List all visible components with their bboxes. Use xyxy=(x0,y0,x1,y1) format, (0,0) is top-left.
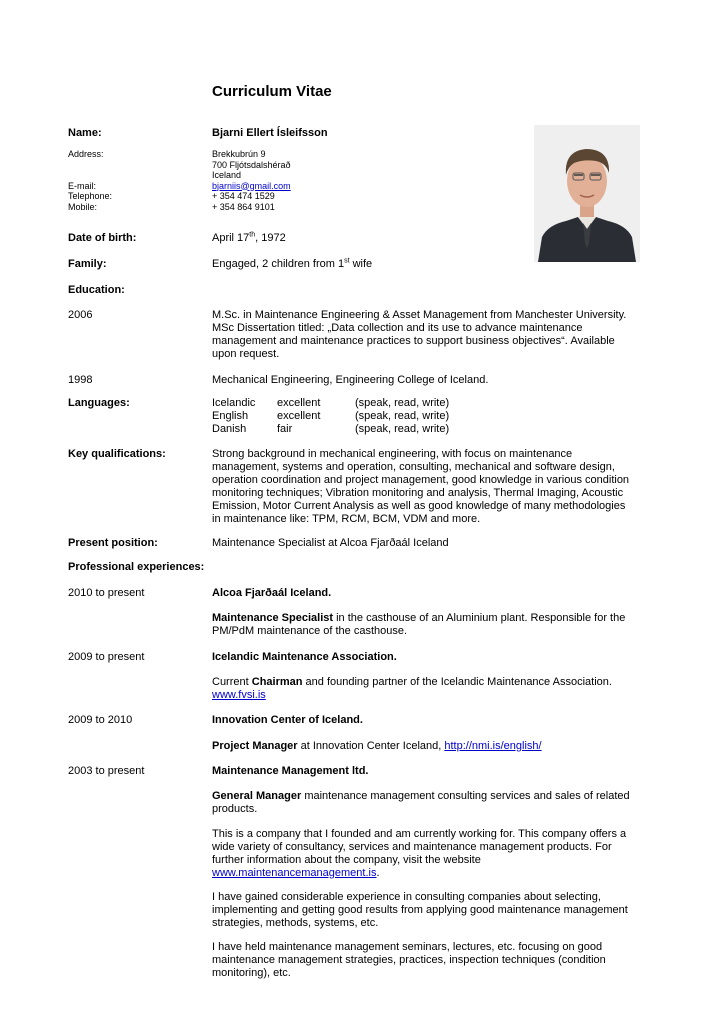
address-label: Address: xyxy=(68,149,104,159)
exp4-paragraph-3: I have gained considerable experience in consulting companies about selecting, implementing and getting good results from applying good maintenance management strategies, methods, systems, etc. xyxy=(212,891,628,929)
exp2-desc: and founding partner of the Icelandic Maintenance Association. xyxy=(302,676,612,688)
family-sup: st xyxy=(344,257,350,265)
name-label: Name: xyxy=(68,127,102,139)
present-position-value: Maintenance Specialist at Alcoa Fjarðaál Iceland xyxy=(212,537,449,549)
language-name: Danish xyxy=(212,423,247,435)
exp1-company: Alcoa Fjarðaál Iceland. xyxy=(212,587,332,599)
language-skills: (speak, read, write) xyxy=(355,397,450,409)
dob-pre: April 17 xyxy=(212,232,250,244)
family-post: wife xyxy=(349,258,373,270)
family-pre: Engaged, 2 children from 1 xyxy=(212,258,345,270)
exp4-p2-end: . xyxy=(376,867,380,879)
language-name: English xyxy=(212,410,249,422)
exp1-role: Maintenance Specialist xyxy=(212,612,334,624)
address-line-1: Brekkubrún 9 xyxy=(212,149,266,159)
mobile-label: Mobile: xyxy=(68,201,98,212)
dob-post: , 1972 xyxy=(255,232,286,244)
mobile-value: + 354 864 9101 xyxy=(212,201,275,212)
address-line-3: Iceland xyxy=(212,170,242,180)
exp2-pre: Current xyxy=(212,676,252,688)
education-label: Education: xyxy=(68,284,125,296)
exp1-years: 2010 to present xyxy=(68,587,145,599)
family-label: Family: xyxy=(68,258,107,270)
address-line-2: 700 Fljótsdalshérað xyxy=(212,159,291,170)
telephone-value: + 354 474 1529 xyxy=(212,191,275,201)
exp3-years: 2009 to 2010 xyxy=(68,714,133,726)
present-position-label: Present position: xyxy=(68,537,158,549)
exp4-company: Maintenance Management ltd. xyxy=(212,765,369,777)
email-label: E-mail: xyxy=(68,180,97,191)
exp4-paragraph-2 xyxy=(212,828,634,880)
email-link[interactable]: bjarniis@gmail.com xyxy=(212,180,291,191)
exp4-desc: maintenance management consulting services and sales of related products. xyxy=(212,790,630,815)
language-row xyxy=(212,397,472,410)
fvsi-link[interactable]: www.fvsi.is xyxy=(212,689,266,701)
name-value: Bjarni Ellert Ísleifsson xyxy=(212,127,328,139)
family-value xyxy=(212,258,372,270)
key-qualifications-text: Strong background in mechanical engineering, with focus on maintenance management, systems and operation, consulting, mechanical and software design, operation coordination and project management, good knowledge in various condition monitoring techniques; Vibration monitoring and analysis, Thermal Imaging, Acoustic Emission, Motor Current Analysis as well as good knowledge of many methodologies in maintenance like: TPM, RCM, BCM, VDM and more. xyxy=(212,448,630,525)
profile-photo xyxy=(534,125,640,262)
nmi-link[interactable]: http://nmi.is/english/ xyxy=(444,740,542,752)
maintenancemanagement-link[interactable]: www.maintenancemanagement.is xyxy=(212,867,377,879)
language-level: fair xyxy=(277,423,293,435)
exp4-p2-text: This is a company that I founded and am currently working for. This company offers a wide variety of consultancy, services and maintenance management products. For further information about the company, visit the website xyxy=(212,828,627,866)
key-qualifications-label: Key qualifications: xyxy=(68,448,166,460)
language-row xyxy=(212,423,472,436)
language-skills: (speak, read, write) xyxy=(355,423,450,435)
language-name: Icelandic xyxy=(212,397,256,409)
dob-sup: th xyxy=(249,231,256,239)
edu1-year: 2006 xyxy=(68,309,93,321)
exp2-company: Icelandic Maintenance Association. xyxy=(212,651,397,663)
language-level: excellent xyxy=(277,410,321,422)
edu1-text: M.Sc. in Maintenance Engineering & Asset Management from Manchester University. MSc Dissertation titled: „Data collection and its use to advance maintenance management and maintenance practices to support business objectives“. Available upon request. xyxy=(212,309,627,360)
exp3-description xyxy=(212,740,634,753)
exp2-role: Chairman xyxy=(251,676,303,688)
exp2-years: 2009 to present xyxy=(68,651,145,663)
language-row xyxy=(212,410,472,423)
exp4-role: General Manager xyxy=(212,790,302,802)
language-level: excellent xyxy=(277,397,321,409)
exp1-desc: in the casthouse of an Aluminium plant. Responsible for the PM/PdM maintenance of the casthouse. xyxy=(212,612,626,637)
exp2-description xyxy=(212,676,634,702)
page-title: Curriculum Vitae xyxy=(212,83,332,100)
exp3-role: Project Manager xyxy=(212,740,298,752)
exp3-company: Innovation Center of Iceland. xyxy=(212,714,363,726)
exp4-description xyxy=(212,790,634,816)
dob-label: Date of birth: xyxy=(68,232,137,244)
edu2-text: Mechanical Engineering, Engineering College of Iceland. xyxy=(212,374,489,386)
professional-experiences-label: Professional experiences: xyxy=(68,561,205,573)
language-skills: (speak, read, write) xyxy=(355,410,450,422)
exp3-desc: at Innovation Center Iceland, xyxy=(297,740,445,752)
exp4-paragraph-4: I have held maintenance management seminars, lectures, etc. focusing on good maintenance management strategies, practices, inspection techniques (condition monitoring), etc. xyxy=(212,941,606,979)
languages-label: Languages: xyxy=(68,397,130,409)
exp1-description xyxy=(212,612,634,638)
dob-value xyxy=(212,232,286,244)
exp4-years: 2003 to present xyxy=(68,765,145,777)
edu2-year: 1998 xyxy=(68,374,93,386)
telephone-label: Telephone: xyxy=(68,191,113,201)
